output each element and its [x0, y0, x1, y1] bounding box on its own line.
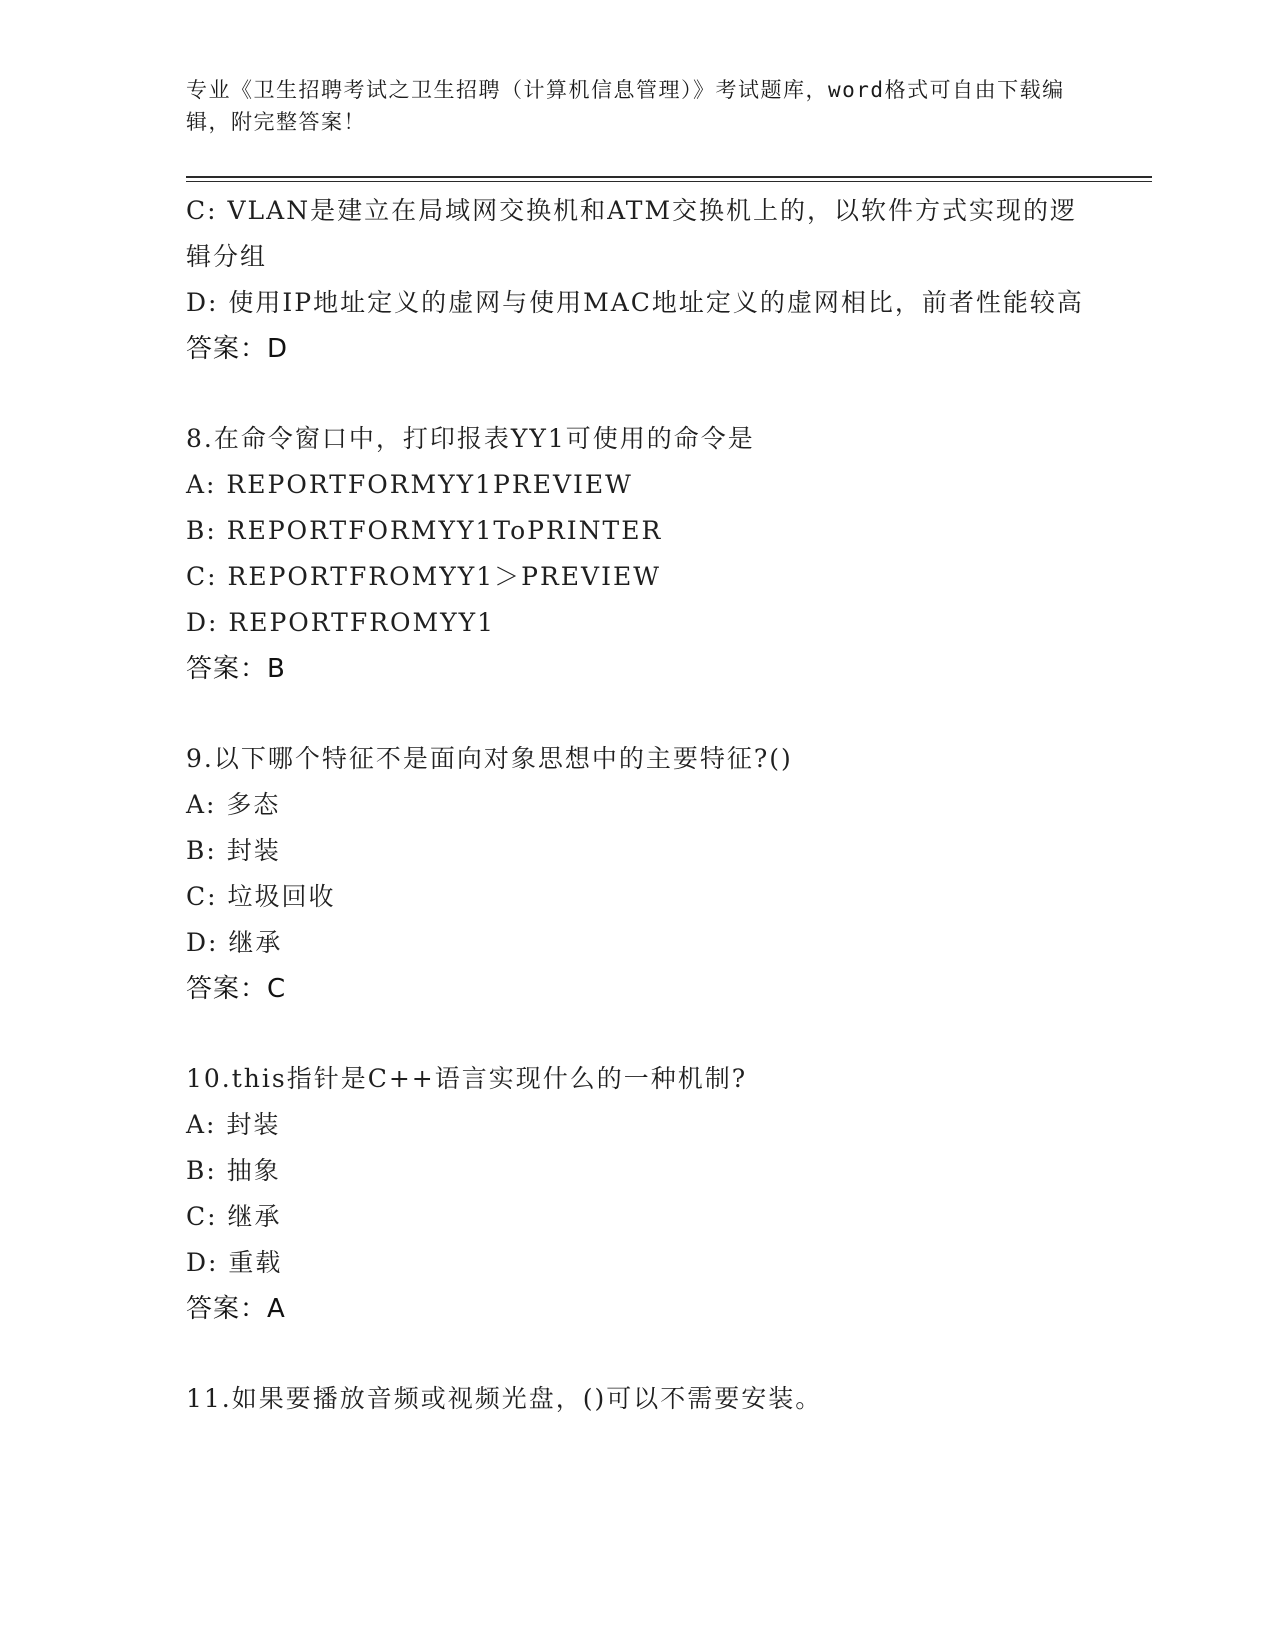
option-b: B: 封装 [186, 836, 281, 865]
question-stem: 11.如果要播放音频或视频光盘，()可以不需要安装。 [186, 1384, 823, 1413]
option-c: C: 继承 [186, 1202, 282, 1231]
spacer [186, 1332, 1086, 1376]
question-11 [186, 1376, 1086, 1422]
question-10 [186, 1056, 1086, 1332]
question-stem: 8.在命令窗口中，打印报表YY1可使用的命令是 [186, 424, 755, 453]
answer-line: 答案：C [186, 974, 287, 1004]
option-d: D: 继承 [186, 928, 283, 957]
option-d: D: REPORTFROMYY1 [186, 608, 496, 637]
header-divider-thick [186, 176, 1152, 178]
header-divider-thin [186, 181, 1152, 182]
option-d: D: 重载 [186, 1248, 283, 1277]
question-stem: 9.以下哪个特征不是面向对象思想中的主要特征?() [186, 744, 793, 773]
document-header: 专业《卫生招聘考试之卫生招聘（计算机信息管理）》考试题库，word格式可自由下载编辑，附完整答案！ [186, 78, 1065, 134]
option-b: B: REPORTFORMYY1ToPRINTER [186, 516, 663, 545]
answer-line: 答案：B [186, 654, 286, 684]
question-list [186, 188, 1086, 1422]
question-9 [186, 736, 1086, 1012]
answer-line: 答案：A [186, 1294, 286, 1324]
option-a: A: 封装 [186, 1110, 281, 1139]
option-d: D: 使用IP地址定义的虚网与使用MAC地址定义的虚网相比，前者性能较高 [186, 288, 1084, 317]
option-b: B: 抽象 [186, 1156, 281, 1185]
answer-line: 答案：D [186, 334, 289, 364]
question-stem: 10.this指针是C++语言实现什么的一种机制? [186, 1064, 748, 1093]
option-c: C: 垃圾回收 [186, 882, 336, 911]
option-a: A: 多态 [186, 790, 281, 819]
spacer [186, 1012, 1086, 1056]
question-8 [186, 416, 1086, 692]
spacer [186, 692, 1086, 736]
spacer [186, 372, 1086, 416]
option-c: C: REPORTFROMYY1＞PREVIEW [186, 562, 661, 591]
option-c: C: VLAN是建立在局域网交换机和ATM交换机上的，以软件方式实现的逻辑分组 [186, 196, 1078, 271]
question-carryover [186, 188, 1086, 372]
option-a: A: REPORTFORMYY1PREVIEW [186, 470, 633, 499]
